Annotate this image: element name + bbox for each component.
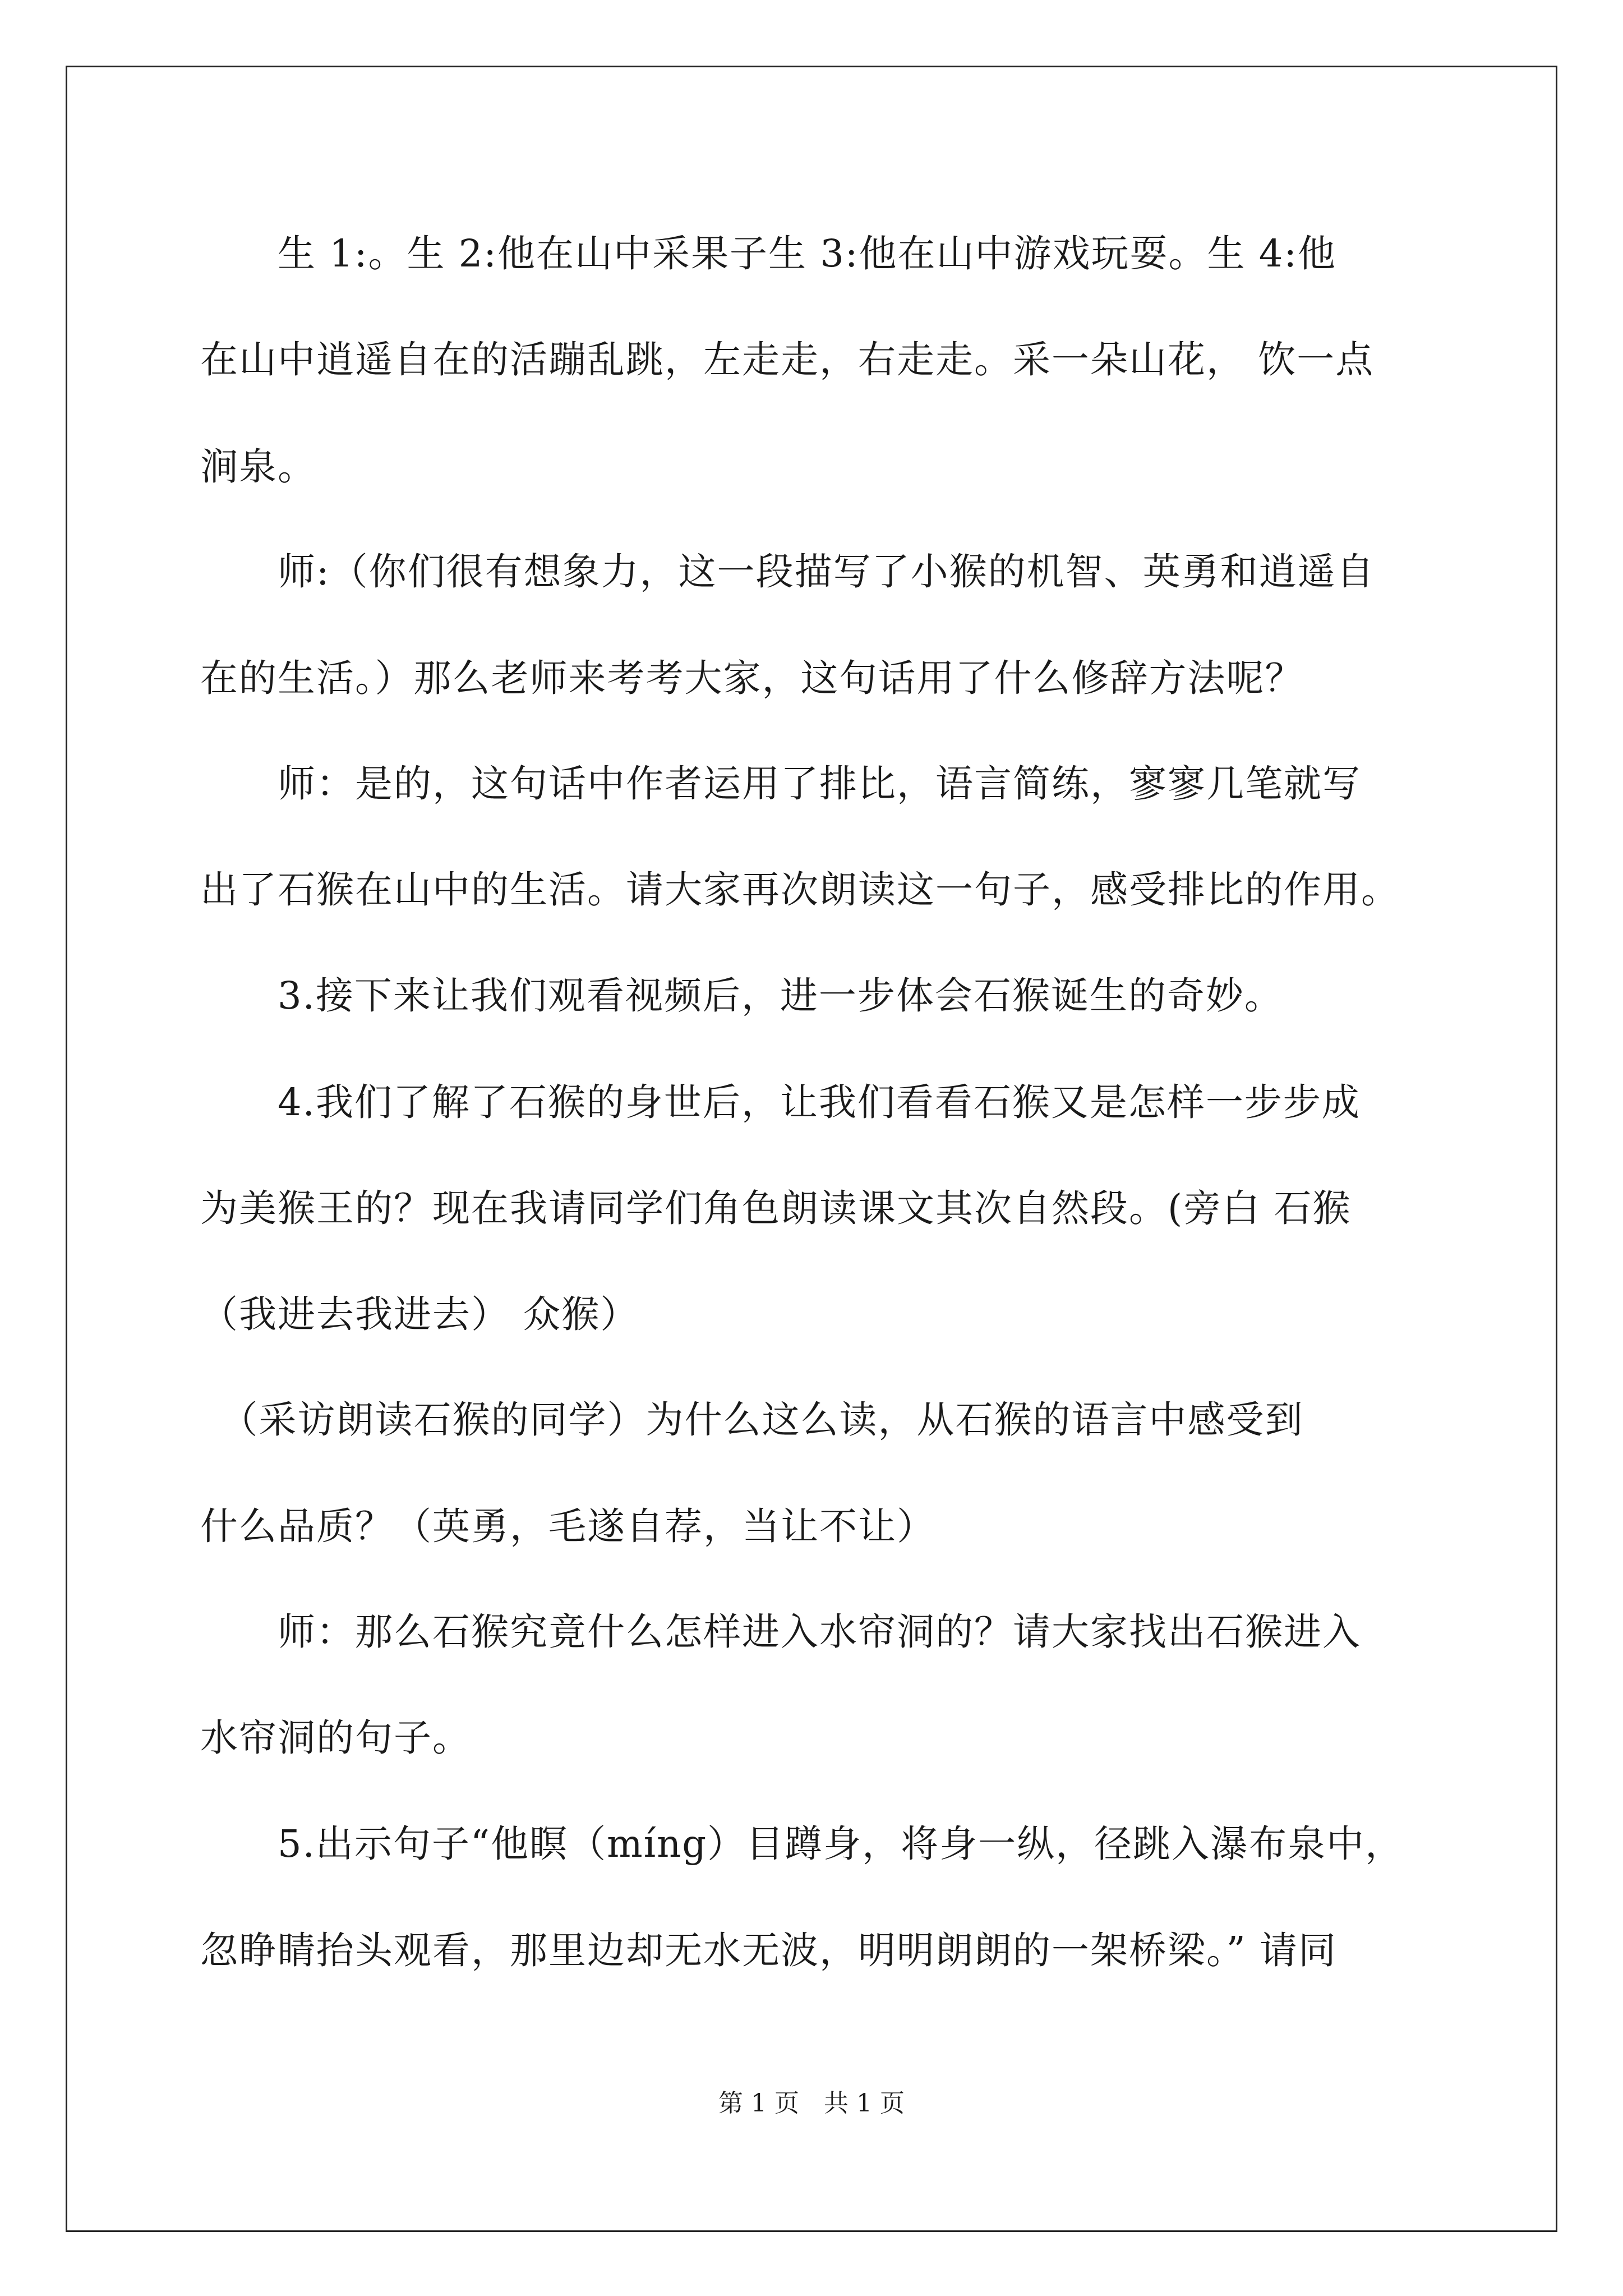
text-line: （采访朗读石猴的同学）为什么这么读，从石猴的语言中感受到 xyxy=(200,1398,1304,1442)
text-line: 水帘洞的句子。 xyxy=(200,1716,471,1760)
page-border xyxy=(66,66,1557,2232)
text-line: 5.出示句子“他瞑（míng）目蹲身，将身一纵，径跳入瀑布泉中， xyxy=(200,1822,1404,1866)
text-line: 涧泉。 xyxy=(200,445,316,489)
text-line: 为美猴王的？现在我请同学们角色朗读课文其次自然段。(旁白 石猴 xyxy=(200,1186,1352,1230)
text-line: 忽睁睛抬头观看，那里边却无水无波，明明朗朗的一架桥梁。” 请同 xyxy=(200,1929,1338,1972)
text-line: 生 1:。生 2:他在山中采果子生 3:他在山中游戏玩耍。生 4:他 xyxy=(200,232,1336,275)
text-line: 师:（你们很有想象力，这一段描写了小猴的机智、英勇和逍遥自 xyxy=(200,550,1375,593)
text-line: （我进去我进去） 众猴） xyxy=(200,1292,639,1336)
text-line: 师：是的，这句话中作者运用了排比，语言简练，寥寥几笔就写 xyxy=(200,762,1361,806)
text-line: 出了石猴在山中的生活。请大家再次朗读这一句子，感受排比的作用。 xyxy=(200,868,1400,912)
text-line: 在的生活。）那么老师来考考大家，这句话用了什么修辞方法呢？ xyxy=(200,656,1304,700)
page-footer: 第 1 页 共 1 页 xyxy=(718,2089,905,2118)
text-line: 4.我们了解了石猴的身世后，让我们看看石猴又是怎样一步步成 xyxy=(200,1080,1361,1124)
text-line: 什么品质？（英勇，毛遂自荐，当让不让） xyxy=(200,1504,935,1548)
text-line: 师：那么石猴究竟什么怎样进入水帘洞的？请大家找出石猴进入 xyxy=(200,1610,1361,1654)
text-line: 在山中逍遥自在的活蹦乱跳，左走走，右走走。采一朵山花， 饮一点 xyxy=(200,338,1375,381)
text-line: 3.接下来让我们观看视频后，进一步体会石猴诞生的奇妙。 xyxy=(200,974,1283,1018)
